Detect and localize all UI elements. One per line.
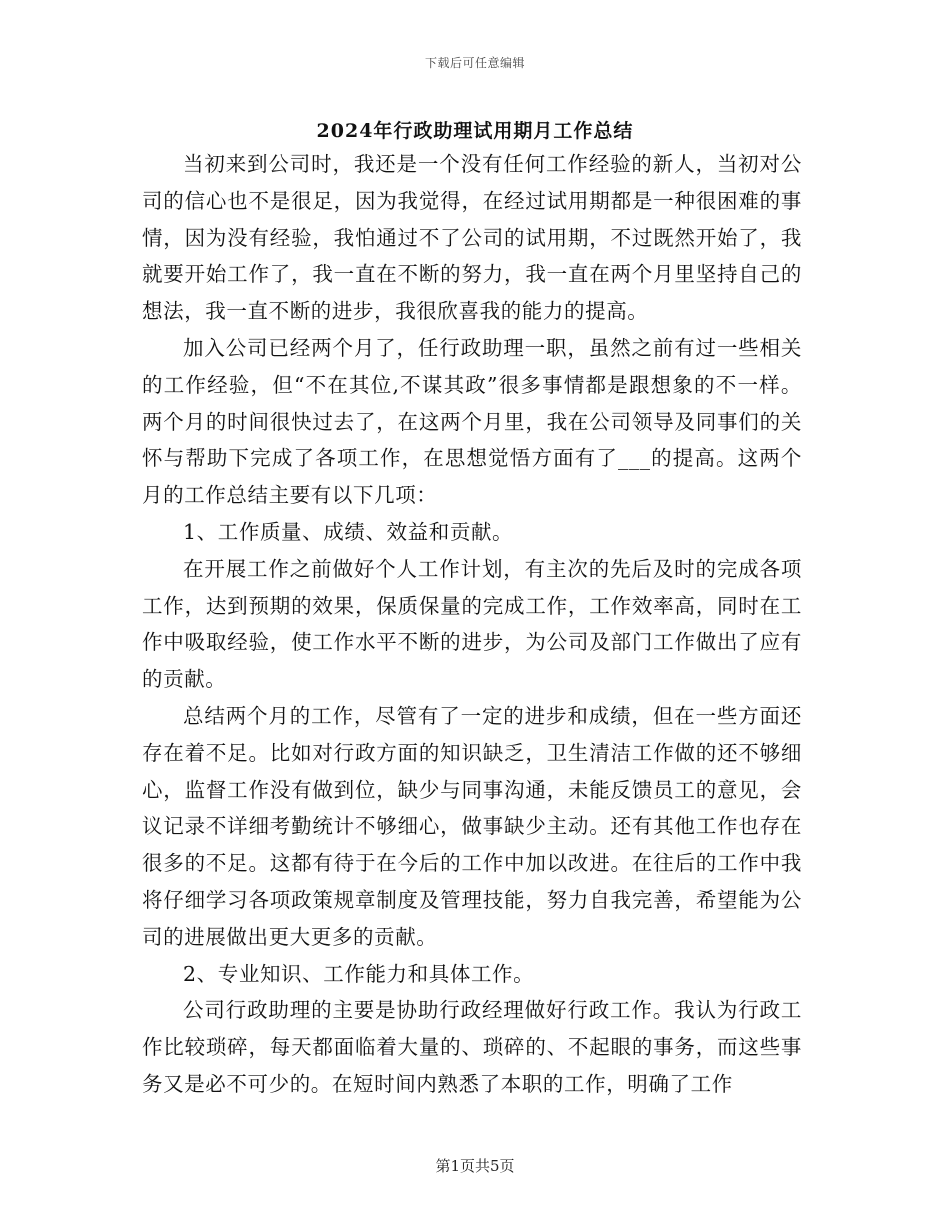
paragraph-2: 加入公司已经两个月了，任行政助理一职，虽然之前有过一些相关的工作经验，但“不在其位,不谋其政”很多事情都是跟想象的不一样。两个月的时间很快过去了，在这两个月里，我在公司领导及同事们的关怀与帮助下完成了各项工作，在思想觉悟方面有了___的提高。这两个月的工作总结主要有以下几项： — [142, 335, 802, 508]
document-body — [142, 146, 802, 1103]
paragraph-4: 总结两个月的工作，尽管有了一定的进步和成绩，但在一些方面还存在着不足。比如对行政方面的知识缺乏，卫生清洁工作做的还不够细心，监督工作没有做到位，缺少与同事沟通，未能反馈员工的意见，会议记录不详细考勤统计不够细心，做事缺少主动。还有其他工作也存在很多的不足。这都有待于在今后的工作中加以改进。在往后的工作中我将仔细学习各项政策规章制度及管理技能，努力自我完善，希望能为公司的进展做出更大更多的贡献。 — [142, 703, 802, 949]
section-heading-2: 2、专业知识、工作能力和具体工作。 — [183, 961, 535, 986]
page-number: 第1页共5页 — [435, 1157, 515, 1175]
paragraph-3: 在开展工作之前做好个人工作计划，有主次的先后及时的完成各项工作，达到预期的效果，保质保量的完成工作，工作效率高，同时在工作中吸取经验，使工作水平不断的进步，为公司及部门工作做出了应有的贡献。 — [142, 556, 802, 692]
paragraph-5: 公司行政助理的主要是协助行政经理做好行政工作。我认为行政工作比较琐碎，每天都面临着大量的、琐碎的、不起眼的事务，而这些事务又是必不可少的。在短时间内熟悉了本职的工作，明确了工作 — [142, 998, 802, 1096]
header-note: 下载后可任意编辑 — [424, 56, 525, 70]
section-heading-1: 1、工作质量、成绩、效益和贡献。 — [183, 519, 514, 544]
paragraph-1: 当初来到公司时，我还是一个没有任何工作经验的新人，当初对公司的信心也不是很足，因为我觉得，在经过试用期都是一种很困难的事情，因为没有经验，我怕通过不了公司的试用期，不过既然开始了，我就要开始工作了，我一直在不断的努力，我一直在两个月里坚持自己的想法，我一直不断的进步，我很欣喜我的能力的提高。 — [142, 152, 802, 324]
document-title: 2024年行政助理试用期月工作总结 — [316, 120, 634, 142]
